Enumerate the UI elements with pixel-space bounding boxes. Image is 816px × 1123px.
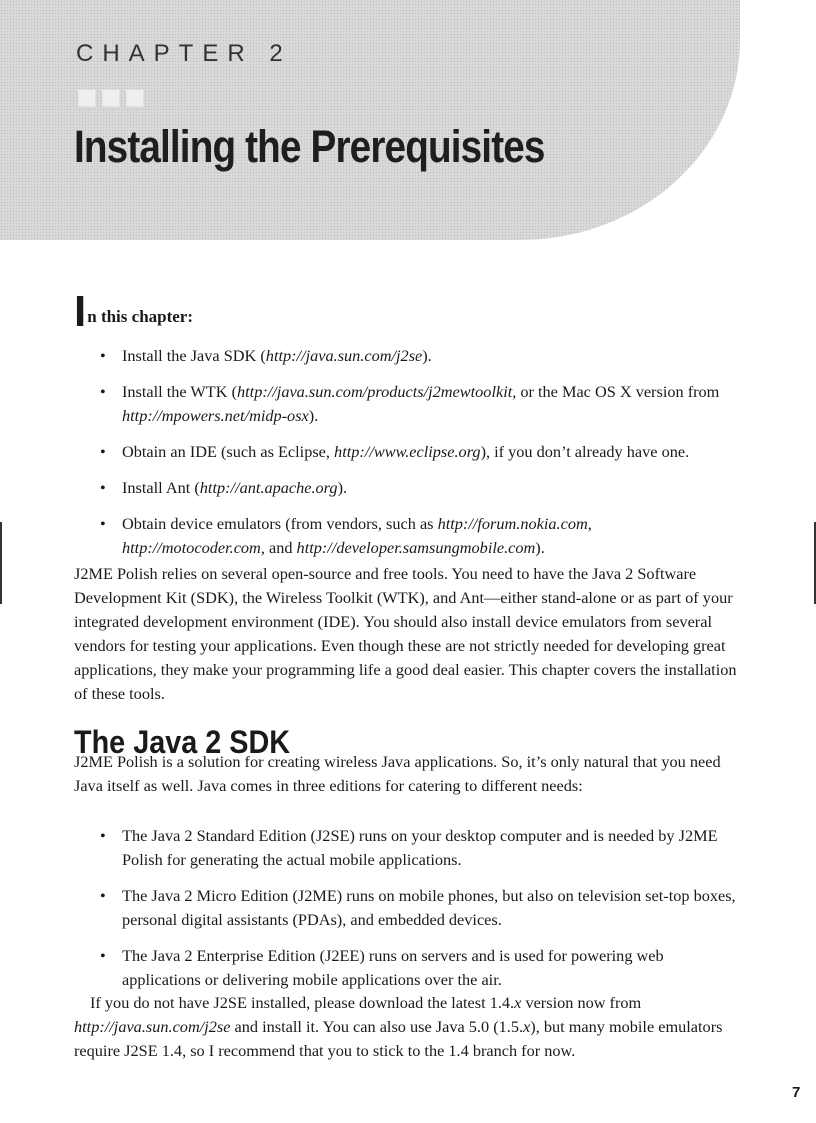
link[interactable]: http://ant.apache.org <box>199 478 338 497</box>
link[interactable]: http://www.eclipse.org <box>334 442 481 461</box>
section-paragraph: J2ME Polish is a solution for creating wireless Java applications. So, it’s only natural that you need Java itself as well. Java comes in three editions for catering to different needs: <box>74 752 721 795</box>
link[interactable]: http://motocoder.com <box>122 538 261 557</box>
chapter-title: Installing the Prerequisites <box>74 121 545 172</box>
java-editions-list <box>98 824 738 1004</box>
link[interactable]: http://forum.nokia.com <box>437 514 588 533</box>
link[interactable]: http://mpowers.net/midp-osx <box>122 406 309 425</box>
chapter-banner <box>0 0 740 240</box>
link[interactable]: http://java.sun.com/j2se <box>74 1017 231 1036</box>
list-item: • The Java 2 Enterprise Edition (J2EE) runs on servers and is used for powering web applications or delivering mobile applications over the air. <box>98 944 738 992</box>
link[interactable]: http://java.sun.com/products/j2mewtoolkit <box>237 382 513 401</box>
page-number: 7 <box>792 1084 801 1101</box>
list-item: • Install Ant (http://ant.apache.org). <box>98 476 738 500</box>
chapter-ornament <box>78 89 144 107</box>
list-item: • Install the WTK (http://java.sun.com/products/j2mewtoolkit, or the Mac OS X version from http://mpowers.net/midp-osx). <box>98 380 738 428</box>
list-item: • Install the Java SDK (http://java.sun.com/j2se). <box>98 344 738 368</box>
chapter-topics-list <box>98 344 738 572</box>
margin-mark-right <box>814 522 816 604</box>
margin-mark-left <box>0 522 2 604</box>
list-item: • Obtain device emulators (from vendors, such as http://forum.nokia.com, http://motocoder.com, and http://developer.samsungmobile.com). <box>98 512 738 560</box>
chapter-label: CHAPTER 2 <box>76 40 292 67</box>
list-item: • Obtain an IDE (such as Eclipse, http://www.eclipse.org), if you don’t already have one. <box>98 440 738 464</box>
link[interactable]: http://java.sun.com/j2se <box>265 346 423 365</box>
intro-heading <box>74 287 194 336</box>
list-item: • The Java 2 Standard Edition (J2SE) runs on your desktop computer and is needed by J2ME Polish for generating the actual mobile applications. <box>98 824 738 872</box>
drop-cap: I <box>74 287 87 336</box>
install-paragraph: If you do not have J2SE installed, please download the latest 1.4.x version now from http://java.sun.com/j2se and install it. You can also use Java 5.0 (1.5.x), but many mobile emulators require J2SE 1.4, so I recommend that you to stick to the 1.4 branch for now. <box>74 993 723 1060</box>
link[interactable]: http://developer.samsungmobile.com <box>296 538 536 557</box>
section-title: The Java 2 SDK <box>74 724 291 760</box>
intro-heading-text: n this chapter: <box>87 307 194 326</box>
intro-paragraph: J2ME Polish relies on several open-source and free tools. You need to have the Java 2 Software Development Kit (SDK), the Wireless Toolkit (WTK), and Ant—either stand-alone or as part of your integrated development environment (IDE). You should also install device emulators from several vendors for testing your applications. Even though these are not strictly needed for developing great applications, they make your programming life a good deal easier. This chapter covers the installation of these tools. <box>74 564 737 703</box>
list-item: • The Java 2 Micro Edition (J2ME) runs on mobile phones, but also on television set-top boxes, personal digital assistants (PDAs), and embedded devices. <box>98 884 738 932</box>
